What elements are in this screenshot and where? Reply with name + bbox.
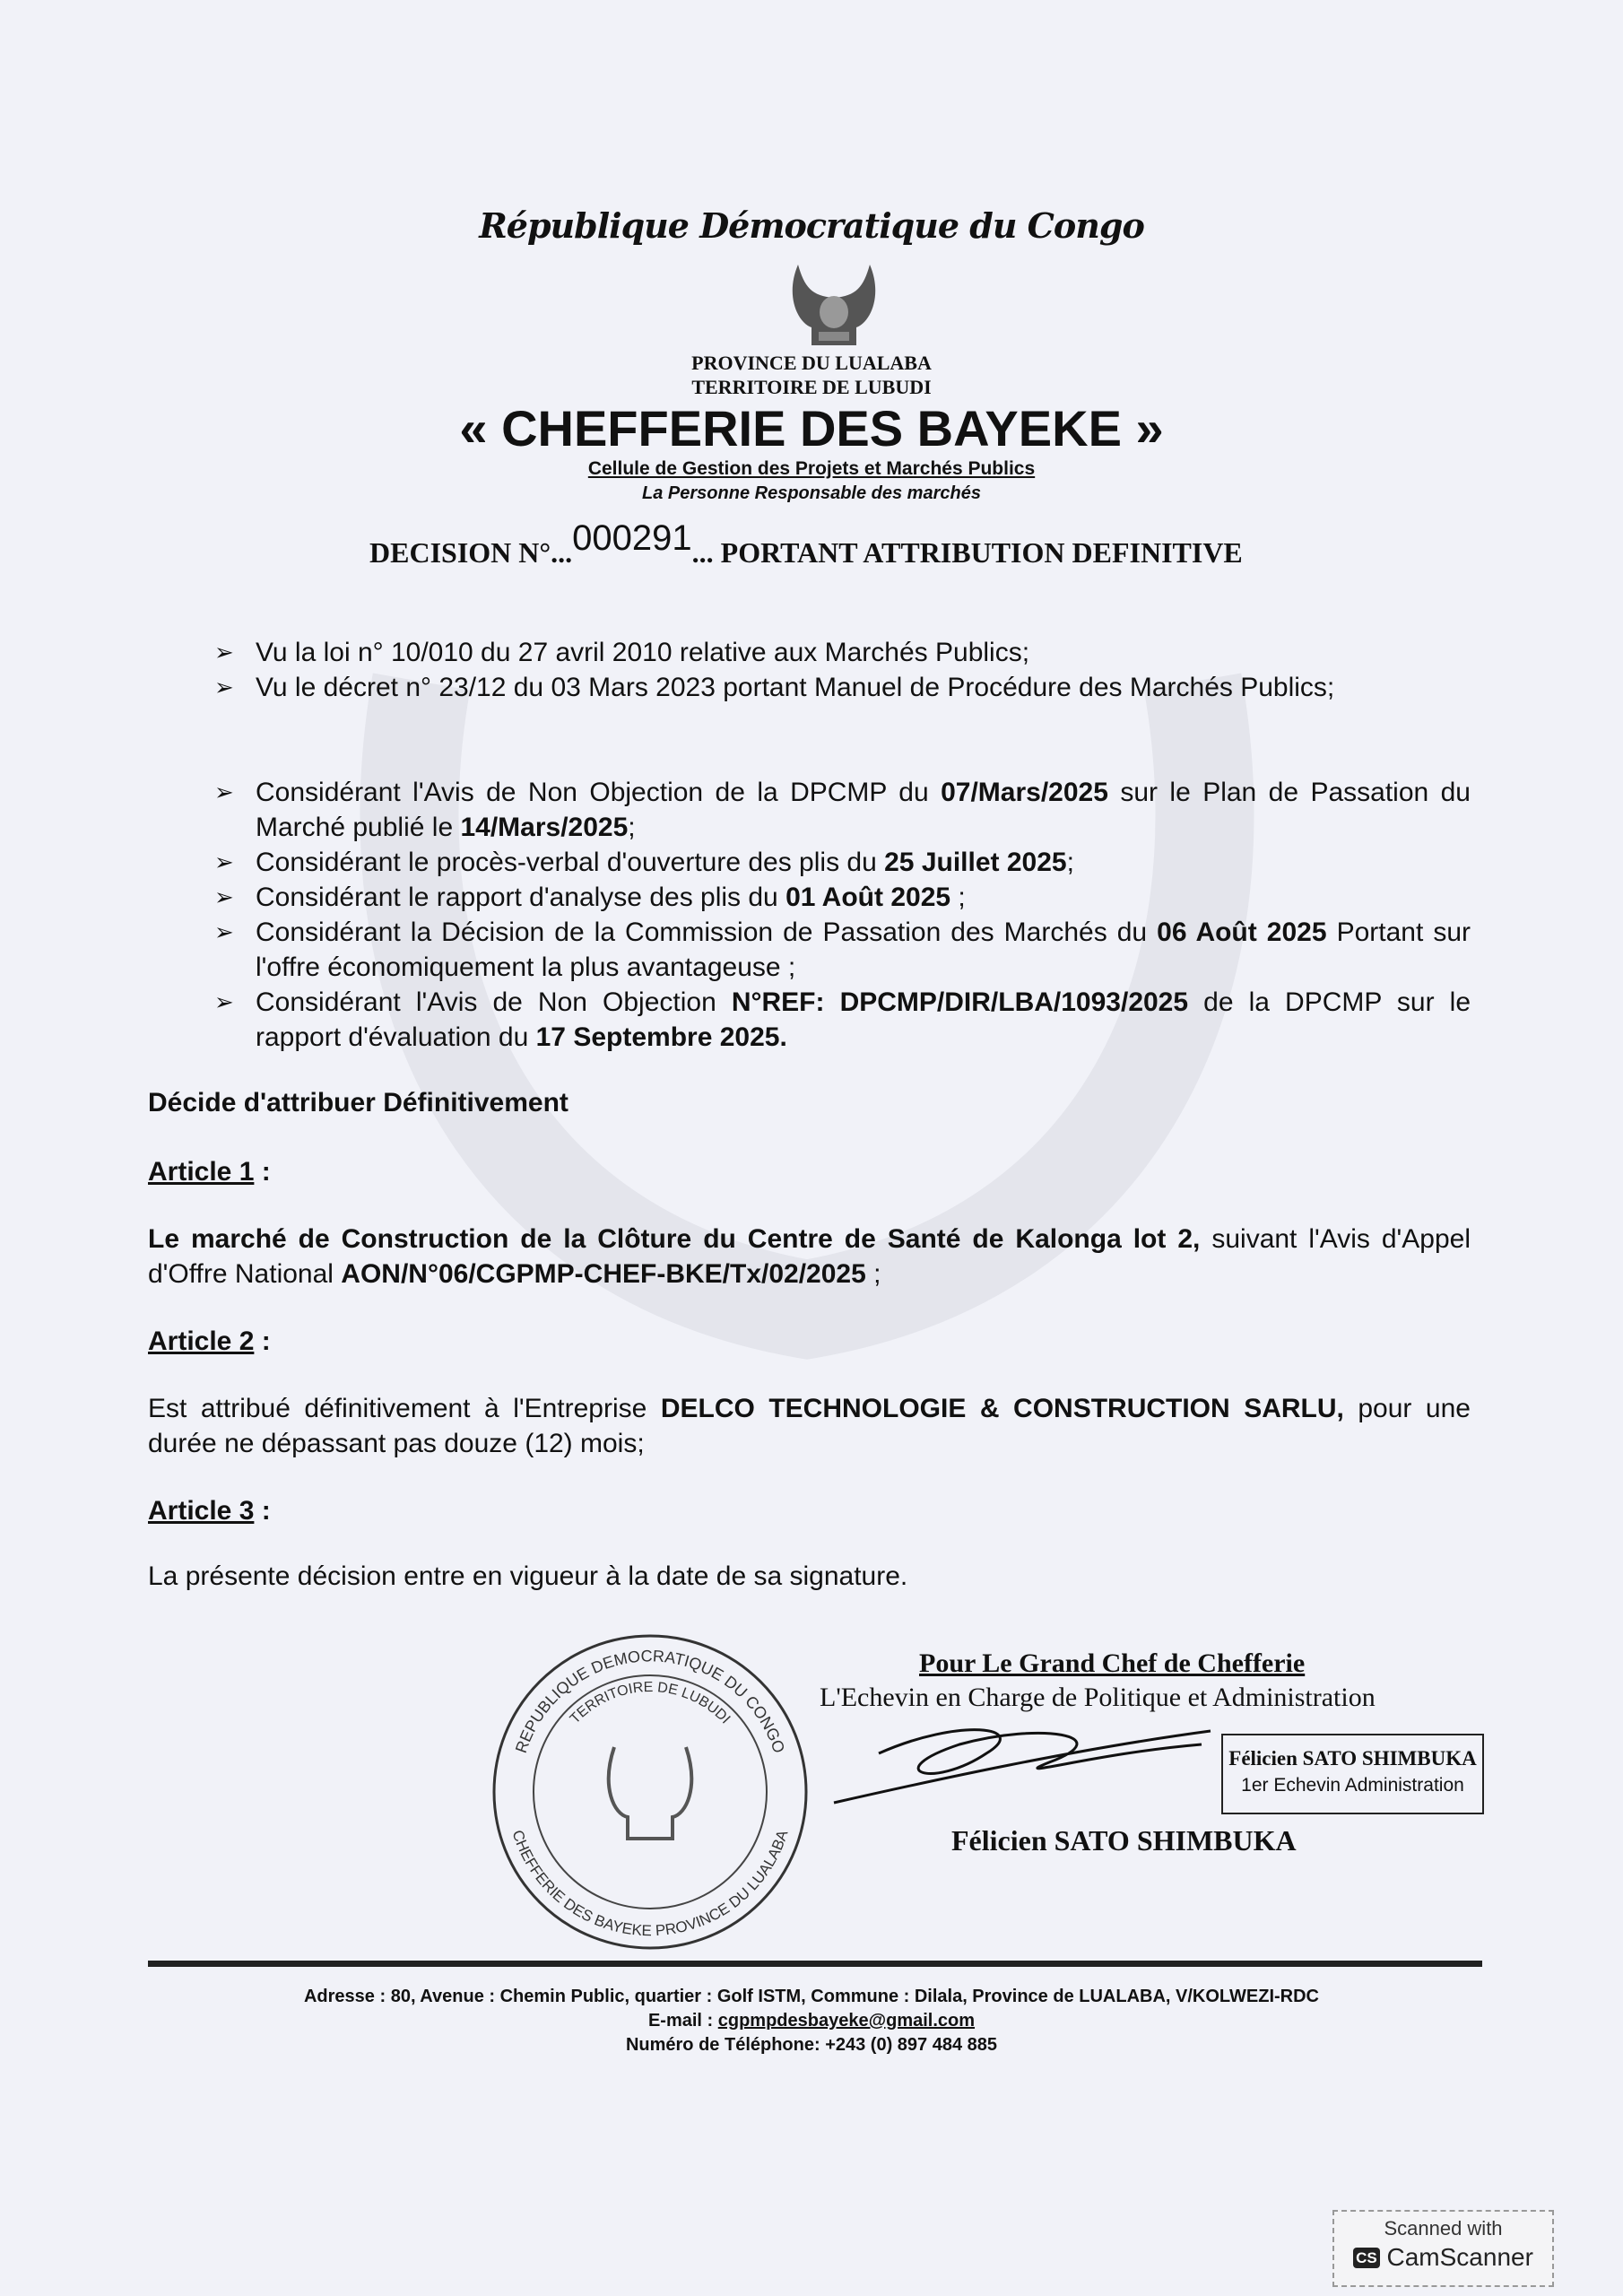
list-item [214, 635, 1471, 670]
arrow-bullet-icon: ➢ [214, 778, 234, 805]
item-text: ; [950, 883, 966, 912]
coat-of-arms-emblem [785, 260, 883, 350]
badge-line2: CamScanner [1386, 2243, 1533, 2271]
decision-heading [369, 518, 1243, 570]
email-label: E-mail : [647, 2011, 718, 2031]
article-text: pour une durée ne dépassant pas douze (12) mois; [148, 1394, 1471, 1458]
stamp-box-role: 1er Echevin Administration [1241, 1775, 1464, 1796]
camscanner-logo-icon: CS [1353, 2248, 1380, 2268]
handwritten-signature [825, 1718, 1219, 1816]
article-label: Article 1 [148, 1157, 255, 1187]
colon: : [254, 1326, 271, 1356]
footer-divider [148, 1961, 1482, 1967]
signature-for: Pour Le Grand Chef de Chefferie [919, 1648, 1306, 1678]
footer-email-line [0, 2009, 1623, 2033]
colon: : [254, 1496, 271, 1526]
item-text: ; [628, 813, 636, 842]
signature-role: L'Echevin en Charge de Politique et Administration [820, 1683, 1376, 1712]
considerant-list [214, 775, 1471, 1055]
article-2-body [148, 1391, 1471, 1461]
list-item [214, 915, 1471, 985]
item-text: Portant sur l'offre économiquement la plus avantageuse ; [256, 918, 1471, 982]
item-text: Vu le décret n° 23/12 du 03 Mars 2023 portant Manuel de Procédure des Marchés Publics; [256, 673, 1335, 702]
seal-inner-text: TERRITOIRE DE LUBUDI [567, 1679, 733, 1727]
vu-list [214, 635, 1471, 705]
article-2-heading [148, 1324, 1471, 1359]
footer [0, 1985, 1623, 2057]
badge-line1: Scanned with [1384, 2217, 1503, 2239]
tender-reference: AON/N°06/CGPMP-CHEF-BKE/Tx/02/2025 [341, 1259, 866, 1289]
decision-suffix: ... PORTANT ATTRIBUTION DEFINITIVE [691, 536, 1243, 569]
item-text: Vu la loi n° 10/010 du 27 avril 2010 relative aux Marchés Publics; [256, 638, 1030, 667]
decision-body [148, 635, 1471, 1594]
svg-text:CHEFFERIE DES BAYEKE PROVINCE [508, 1828, 791, 1940]
stamp-box-name: Félicien SATO SHIMBUKA [1228, 1747, 1477, 1770]
article-label: Article 3 [148, 1496, 255, 1526]
country-heading: République Démocratique du Congo [479, 205, 1144, 246]
list-item [214, 670, 1471, 705]
article-1-body [148, 1222, 1471, 1292]
arrow-bullet-icon: ➢ [214, 848, 234, 875]
email-link[interactable]: cgpmpdesbayeke@gmail.com [717, 2011, 976, 2031]
item-text: Considérant le procès-verbal d'ouverture des plis du [256, 848, 885, 877]
item-date: 06 Août 2025 [1157, 918, 1327, 947]
seal-bottom-text: CHEFFERIE DES BAYEKE PROVINCE DU LUALABA [508, 1828, 792, 1940]
decide-heading: Décide d'attribuer Définitivement [148, 1088, 568, 1118]
list-item [214, 985, 1471, 1055]
item-reference: N°REF: DPCMP/DIR/LBA/1093/2025 [731, 987, 1189, 1017]
signatory-name: Félicien SATO SHIMBUKA [951, 1824, 1297, 1857]
seal-top-text: REPUBLIQUE DEMOCRATIQUE DU CONGO [511, 1647, 789, 1756]
responsible-subtitle: La Personne Responsable des marchés [642, 483, 981, 503]
item-text: de la DPCMP sur le rapport d'évaluation du [256, 987, 1471, 1052]
arrow-bullet-icon: ➢ [214, 674, 234, 700]
territory-label: TERRITOIRE DE LUBUDI [691, 376, 932, 398]
item-date: 14/Mars/2025 [460, 813, 629, 842]
arrow-bullet-icon: ➢ [214, 988, 234, 1015]
arrow-bullet-icon: ➢ [214, 639, 234, 665]
decision-number: 000291 [572, 518, 692, 558]
item-text: sur le Plan de Passation du Marché publié le [256, 778, 1471, 842]
footer-address: Adresse : 80, Avenue : Chemin Public, quartier : Golf ISTM, Commune : Dilala, Province de LUALABA, V/KOLWEZI-RDC [303, 1987, 1319, 2006]
article-3-heading [148, 1493, 1471, 1528]
decision-prefix: DECISION N°... [369, 536, 573, 569]
name-stamp-box [1221, 1734, 1484, 1814]
cell-subtitle: Cellule de Gestion des Projets et Marchés Publics [587, 458, 1036, 479]
article-text: suivant l'Avis d'Appel d'Offre National [148, 1224, 1471, 1289]
arrow-bullet-icon: ➢ [214, 918, 234, 945]
organization-title: « CHEFFERIE DES BAYEKE » [459, 400, 1164, 457]
item-text: Considérant l'Avis de Non Objection [256, 987, 732, 1017]
item-date: 01 Août 2025 [785, 883, 951, 912]
item-date: 25 Juillet 2025 [884, 848, 1067, 877]
article-text: Est attribué définitivement à l'Entreprise [148, 1394, 661, 1423]
item-text: Considérant la Décision de la Commission de Passation des Marchés du [256, 918, 1158, 947]
company-name: DELCO TECHNOLOGIE & CONSTRUCTION SARLU, [660, 1394, 1344, 1423]
footer-phone: Numéro de Téléphone: +243 (0) 897 484 885 [625, 2035, 998, 2055]
province-label: PROVINCE DU LUALABA [691, 352, 932, 374]
article-text: ; [865, 1259, 881, 1289]
item-text: Considérant le rapport d'analyse des plis du [256, 883, 786, 912]
list-item [214, 845, 1471, 880]
official-seal [489, 1631, 812, 1953]
camscanner-badge [1332, 2210, 1554, 2287]
item-text: Considérant l'Avis de Non Objection de la DPCMP du [256, 778, 942, 807]
article-1-heading [148, 1154, 1471, 1189]
article-3-body: La présente décision entre en vigueur à la date de sa signature. [148, 1561, 908, 1591]
svg-text:REPUBLIQUE DEMOCRATIQUE DU CON [512, 1647, 788, 1755]
list-item [214, 775, 1471, 845]
badge-line2-row [1334, 2242, 1552, 2274]
list-item [214, 880, 1471, 915]
arrow-bullet-icon: ➢ [214, 883, 234, 910]
article-text-bold: Le marché de Construction de la Clôture du Centre de Santé de Kalonga lot 2, [148, 1224, 1201, 1254]
colon: : [254, 1157, 271, 1187]
item-text: ; [1066, 848, 1074, 877]
item-date: 07/Mars/2025 [941, 778, 1108, 807]
svg-text:TERRITOIRE DE LUBUDI [568, 1680, 733, 1727]
item-date: 17 Septembre 2025. [535, 1022, 787, 1052]
article-label: Article 2 [148, 1326, 255, 1356]
